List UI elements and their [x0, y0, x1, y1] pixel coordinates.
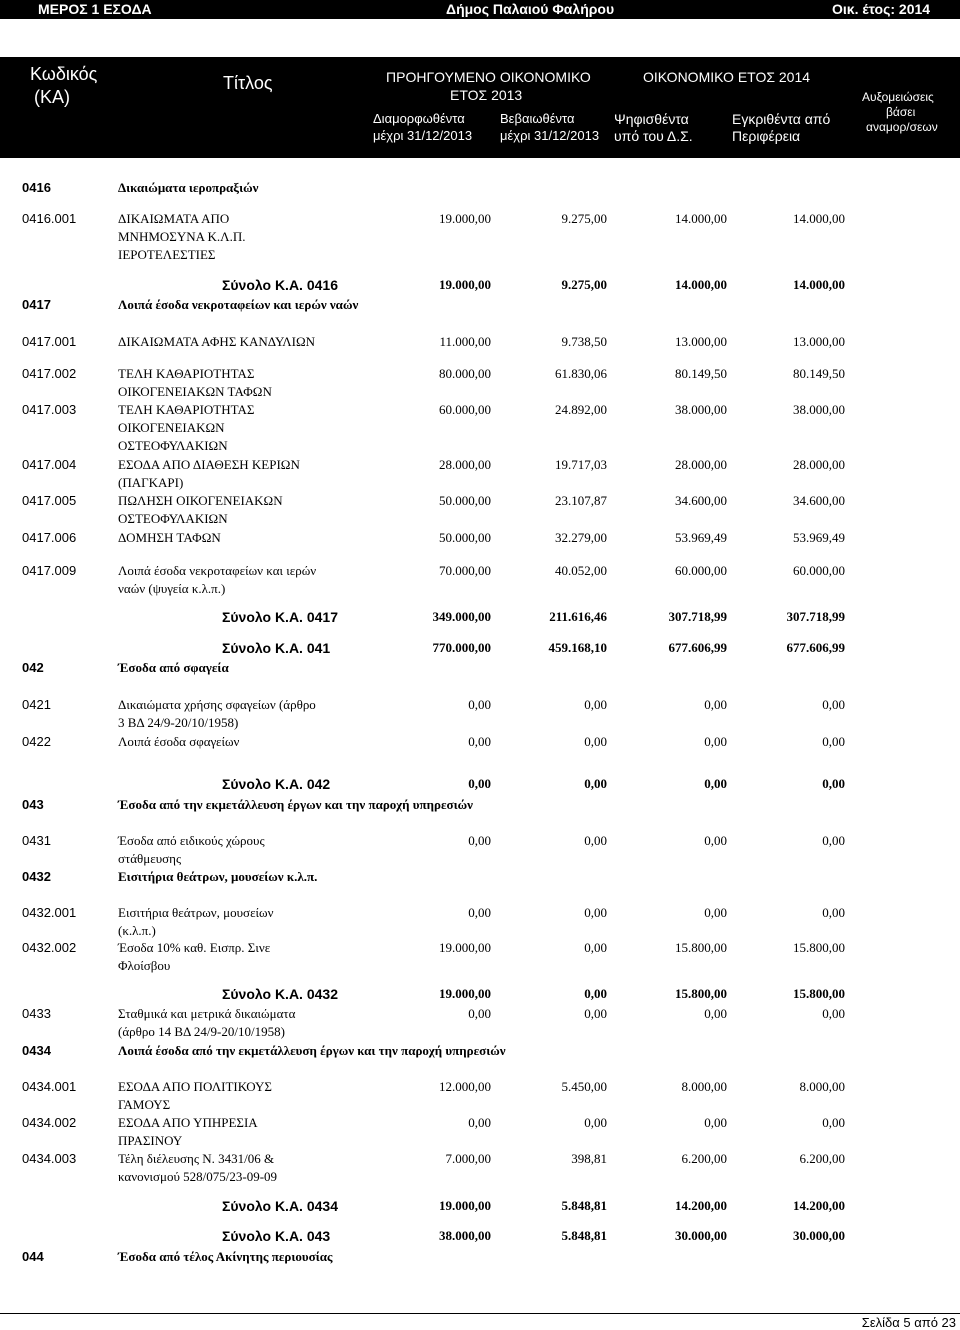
row-title: 3 ΒΔ 24/9-20/10/1958)	[118, 715, 239, 730]
row-value: 15.800,00	[675, 986, 727, 1001]
header-approved: Εγκριθέντα από	[732, 111, 831, 127]
row-value: 80.149,50	[793, 366, 845, 381]
row-value: 23.107,87	[555, 493, 607, 508]
row-value: 0,00	[468, 697, 491, 712]
row-title: Εισιτήρια θεάτρων, μουσείων	[118, 905, 274, 920]
header-adjustments-basis: βάσει	[886, 105, 916, 119]
row-value: 307.718,99	[668, 609, 727, 624]
row-title: Δικαιώματα χρήσης σφαγείων (άρθρο	[118, 697, 316, 712]
row-value: 60.000,00	[439, 402, 491, 417]
row-value: 28.000,00	[793, 457, 845, 472]
row-value: 0,00	[584, 776, 607, 791]
row-title: ΓΑΜΟΥΣ	[118, 1097, 171, 1112]
row-value: 19.000,00	[439, 211, 491, 226]
row-value: 53.969,49	[793, 530, 845, 545]
row-value: 19.000,00	[439, 986, 491, 1001]
row-value: 80.149,50	[675, 366, 727, 381]
subtotal-label: Σύνολο Κ.Α. 0416	[222, 277, 338, 293]
header-adjustments: Αυξομειώσεις	[862, 90, 934, 104]
row-code: 0417.006	[22, 530, 77, 545]
row-value: 0,00	[584, 833, 607, 848]
subtotal-label: Σύνολο Κ.Α. 0417	[222, 609, 338, 625]
row-code: 0434.001	[22, 1079, 77, 1094]
row-value: 211.616,46	[549, 609, 607, 624]
row-code: 0417.001	[22, 334, 77, 349]
row-value: 9.275,00	[561, 277, 607, 292]
row-value: 307.718,99	[786, 609, 845, 624]
row-value: 0,00	[468, 734, 491, 749]
row-value: 53.969,49	[675, 530, 727, 545]
row-title: ΙΕΡΟΤΕΛΕΣΤΙΕΣ	[118, 247, 216, 262]
row-value: 0,00	[704, 1006, 727, 1021]
row-value: 5.450,00	[561, 1079, 607, 1094]
row-value: 0,00	[822, 776, 845, 791]
header-certified: Βεβαιωθέντα	[500, 111, 575, 126]
row-title: ΤΕΛΗ ΚΑΘΑΡΙΟΤΗΤΑΣ	[118, 366, 255, 381]
row-value: 0,00	[468, 776, 491, 791]
row-title: κανονισμού 528/075/23-09-09	[118, 1169, 278, 1184]
row-title: Λοιπά έσοδα νεκροταφείων και ιερών ναών	[118, 297, 359, 312]
header-formed-date: μέχρι 31/12/2013	[373, 128, 473, 143]
row-code: 0417.009	[22, 563, 77, 578]
row-value: 0,00	[822, 734, 845, 749]
row-code: 0434.002	[22, 1115, 77, 1130]
top-bar	[0, 0, 960, 19]
row-value: 0,00	[468, 905, 491, 920]
row-value: 0,00	[704, 697, 727, 712]
row-value: 770.000,00	[432, 640, 491, 655]
row-code: 0432	[22, 869, 51, 884]
row-value: 11.000,00	[439, 334, 491, 349]
row-value: 38.000,00	[793, 402, 845, 417]
row-value: 0,00	[704, 776, 727, 791]
table-header	[0, 57, 960, 158]
row-value: 38.000,00	[675, 402, 727, 417]
row-value: 50.000,00	[439, 493, 491, 508]
row-code: 0421	[22, 697, 51, 712]
header-previous-year-2013: ΕΤΟΣ 2013	[450, 87, 523, 103]
row-value: 14.200,00	[793, 1198, 845, 1213]
row-value: 677.606,99	[668, 640, 727, 655]
row-title: ΕΣΟΔΑ ΑΠΟ ΔΙΑΘΕΣΗ ΚΕΡΙΩΝ	[118, 457, 300, 472]
row-value: 9.275,00	[561, 211, 607, 226]
row-value: 12.000,00	[439, 1079, 491, 1094]
row-title: Δικαιώματα ιεροπραξιών	[118, 180, 259, 195]
header-voted-by: υπό του Δ.Σ.	[614, 128, 693, 144]
row-title: ΕΣΟΔΑ ΑΠΟ ΠΟΛΙΤΙΚΟΥΣ	[118, 1079, 272, 1094]
header-code-abbr: (ΚΑ)	[34, 87, 70, 107]
row-value: 0,00	[584, 940, 607, 955]
row-code: 0422	[22, 734, 51, 749]
row-value: 15.800,00	[675, 940, 727, 955]
row-code: 042	[22, 660, 44, 675]
row-title: Έσοδα από την εκμετάλλευση έργων και την παροχή υπηρεσιών	[118, 797, 473, 812]
row-value: 70.000,00	[439, 563, 491, 578]
row-title: (ΠΑΓΚΑΡΙ)	[118, 475, 184, 490]
row-code: 0417.005	[22, 493, 77, 508]
fiscal-year: Οικ. έτος: 2014	[832, 1, 931, 17]
subtotal-label: Σύνολο Κ.Α. 043	[222, 1228, 331, 1244]
row-value: 8.000,00	[799, 1079, 845, 1094]
row-value: 0,00	[584, 905, 607, 920]
row-value: 14.000,00	[793, 211, 845, 226]
row-title: ΠΩΛΗΣΗ ΟΙΚΟΓΕΝΕΙΑΚΩΝ	[118, 493, 283, 508]
row-value: 9.738,50	[561, 334, 607, 349]
row-value: 19.000,00	[439, 940, 491, 955]
row-code: 0417.003	[22, 402, 77, 417]
header-code-label: Κωδικός	[30, 64, 98, 84]
header-adjustments-amendments: αναμορ/σεων	[866, 120, 938, 134]
row-value: 19.717,03	[555, 457, 607, 472]
row-title: ΤΕΛΗ ΚΑΘΑΡΙΟΤΗΤΑΣ	[118, 402, 255, 417]
row-value: 30.000,00	[793, 1228, 845, 1243]
row-value: 50.000,00	[439, 530, 491, 545]
row-value: 14.000,00	[675, 211, 727, 226]
row-value: 15.800,00	[793, 940, 845, 955]
row-value: 0,00	[584, 1115, 607, 1130]
row-value: 0,00	[584, 697, 607, 712]
row-value: 7.000,00	[445, 1151, 491, 1166]
row-value: 398,81	[571, 1151, 607, 1166]
row-value: 6.200,00	[681, 1151, 727, 1166]
row-title: ΕΣΟΔΑ ΑΠΟ ΥΠΗΡΕΣΙΑ	[118, 1115, 258, 1130]
row-code: 0417	[22, 297, 51, 312]
row-title: Έσοδα 10% καθ. Εισπρ. Σινε	[118, 940, 271, 955]
row-value: 459.168,10	[548, 640, 607, 655]
row-value: 0,00	[704, 833, 727, 848]
row-value: 38.000,00	[439, 1228, 491, 1243]
row-title: ναών (ψυγεία κ.λ.π.)	[118, 581, 226, 596]
row-title: ΜΝΗΜΟΣΥΝΑ Κ.Λ.Π.	[118, 229, 246, 244]
row-value: 60.000,00	[793, 563, 845, 578]
row-title: (κ.λ.π.)	[118, 923, 156, 938]
row-value: 0,00	[468, 833, 491, 848]
row-value: 0,00	[584, 1006, 607, 1021]
row-title: Σταθμικά και μετρικά δικαιώματα	[118, 1006, 296, 1021]
row-title: Τέλη διέλευσης Ν. 3431/06 &	[118, 1151, 275, 1166]
row-value: 0,00	[822, 697, 845, 712]
row-title: Έσοδα από σφαγεία	[118, 660, 229, 675]
row-title: Λοιπά έσοδα από την εκμετάλλευση έργων και την παροχή υπηρεσιών	[118, 1043, 506, 1058]
header-approved-by: Περιφέρεια	[732, 128, 801, 144]
row-value: 32.279,00	[555, 530, 607, 545]
row-title: στάθμευσης	[118, 851, 182, 866]
row-value: 0,00	[468, 1006, 491, 1021]
row-title: ΟΙΚΟΓΕΝΕΙΑΚΩΝ	[118, 420, 225, 435]
row-code: 0434	[22, 1043, 51, 1058]
row-code: 0431	[22, 833, 51, 848]
row-title: ΔΙΚΑΙΩΜΑΤΑ ΑΦΗΣ ΚΑΝΔΥΛΙΩΝ	[118, 334, 316, 349]
row-title: (άρθρο 14 ΒΔ 24/9-20/10/1958)	[118, 1024, 285, 1039]
row-value: 28.000,00	[439, 457, 491, 472]
subtotal-label: Σύνολο Κ.Α. 0434	[222, 1198, 338, 1214]
row-title: Λοιπά έσοδα νεκροταφείων και ιερών	[118, 563, 317, 578]
row-code: 0417.004	[22, 457, 77, 472]
header-certified-date: μέχρι 31/12/2013	[500, 128, 600, 143]
row-value: 0,00	[584, 734, 607, 749]
row-value: 24.892,00	[555, 402, 607, 417]
row-title: ΟΙΚΟΓΕΝΕΙΑΚΩΝ ΤΑΦΩΝ	[118, 384, 272, 399]
header-previous-year: ΠΡΟΗΓΟΥΜΕΝΟ ΟΙΚΟΝΟΜΙΚΟ	[386, 69, 591, 85]
row-code: 0416	[22, 180, 51, 195]
row-value: 40.052,00	[555, 563, 607, 578]
row-value: 0,00	[704, 905, 727, 920]
row-value: 14.000,00	[793, 277, 845, 292]
row-title: Εισιτήρια θεάτρων, μουσείων κ.λ.π.	[118, 869, 318, 884]
row-value: 80.000,00	[439, 366, 491, 381]
row-value: 0,00	[822, 905, 845, 920]
row-value: 5.848,81	[561, 1198, 607, 1213]
row-value: 677.606,99	[786, 640, 845, 655]
row-value: 13.000,00	[675, 334, 727, 349]
row-title: Φλοίσβου	[118, 958, 171, 973]
subtotal-label: Σύνολο Κ.Α. 042	[222, 776, 331, 792]
part-title: ΜΕΡΟΣ 1 ΕΣΟΔΑ	[38, 1, 152, 17]
row-value: 34.600,00	[675, 493, 727, 508]
row-value: 60.000,00	[675, 563, 727, 578]
header-voted: Ψηφισθέντα	[614, 111, 689, 127]
row-title: Λοιπά έσοδα σφαγείων	[118, 734, 240, 749]
row-value: 349.000,00	[432, 609, 491, 624]
row-value: 8.000,00	[681, 1079, 727, 1094]
row-code: 0416.001	[22, 211, 77, 226]
row-value: 19.000,00	[439, 1198, 491, 1213]
row-value: 15.800,00	[793, 986, 845, 1001]
subtotal-label: Σύνολο Κ.Α. 041	[222, 640, 331, 656]
row-code: 044	[22, 1249, 44, 1264]
row-value: 0,00	[822, 1006, 845, 1021]
row-title: Έσοδα από ειδικούς χώρους	[118, 833, 265, 848]
row-title: ΔΟΜΗΣΗ ΤΑΦΩΝ	[118, 530, 221, 545]
row-value: 34.600,00	[793, 493, 845, 508]
municipality-name: Δήμος Παλαιού Φαλήρου	[446, 1, 615, 17]
row-value: 0,00	[822, 1115, 845, 1130]
header-formed: Διαμορφωθέντα	[373, 111, 465, 126]
page-footer	[0, 1313, 960, 1330]
page-number: Σελίδα 5 από 23	[861, 1315, 956, 1330]
row-code: 0432.001	[22, 905, 77, 920]
row-value: 28.000,00	[675, 457, 727, 472]
row-title: Έσοδα από τέλος Ακίνητης περιουσίας	[118, 1249, 333, 1264]
row-value: 0,00	[704, 1115, 727, 1130]
row-title: ΟΣΤΕΟΦΥΛΑΚΙΩΝ	[118, 438, 228, 453]
row-value: 0,00	[584, 986, 607, 1001]
row-title: ΟΣΤΕΟΦΥΛΑΚΙΩΝ	[118, 511, 228, 526]
row-code: 0417.002	[22, 366, 77, 381]
header-title-label: Τίτλος	[223, 73, 273, 93]
header-current-year: ΟΙΚΟΝΟΜΙΚΟ ΕΤΟΣ 2014	[643, 69, 811, 85]
row-value: 0,00	[704, 734, 727, 749]
row-value: 5.848,81	[561, 1228, 607, 1243]
row-value: 13.000,00	[793, 334, 845, 349]
subtotal-label: Σύνολο Κ.Α. 0432	[222, 986, 338, 1002]
row-title: ΔΙΚΑΙΩΜΑΤΑ ΑΠΟ	[118, 211, 230, 226]
row-value: 19.000,00	[439, 277, 491, 292]
row-code: 0432.002	[22, 940, 77, 955]
row-code: 0433	[22, 1006, 51, 1021]
row-code: 0434.003	[22, 1151, 77, 1166]
row-title: ΠΡΑΣΙΝΟΥ	[118, 1133, 183, 1148]
row-value: 30.000,00	[675, 1228, 727, 1243]
row-value: 14.200,00	[675, 1198, 727, 1213]
row-value: 14.000,00	[675, 277, 727, 292]
row-value: 0,00	[468, 1115, 491, 1130]
row-value: 0,00	[822, 833, 845, 848]
row-value: 6.200,00	[799, 1151, 845, 1166]
row-value: 61.830,06	[555, 366, 607, 381]
row-code: 043	[22, 797, 44, 812]
